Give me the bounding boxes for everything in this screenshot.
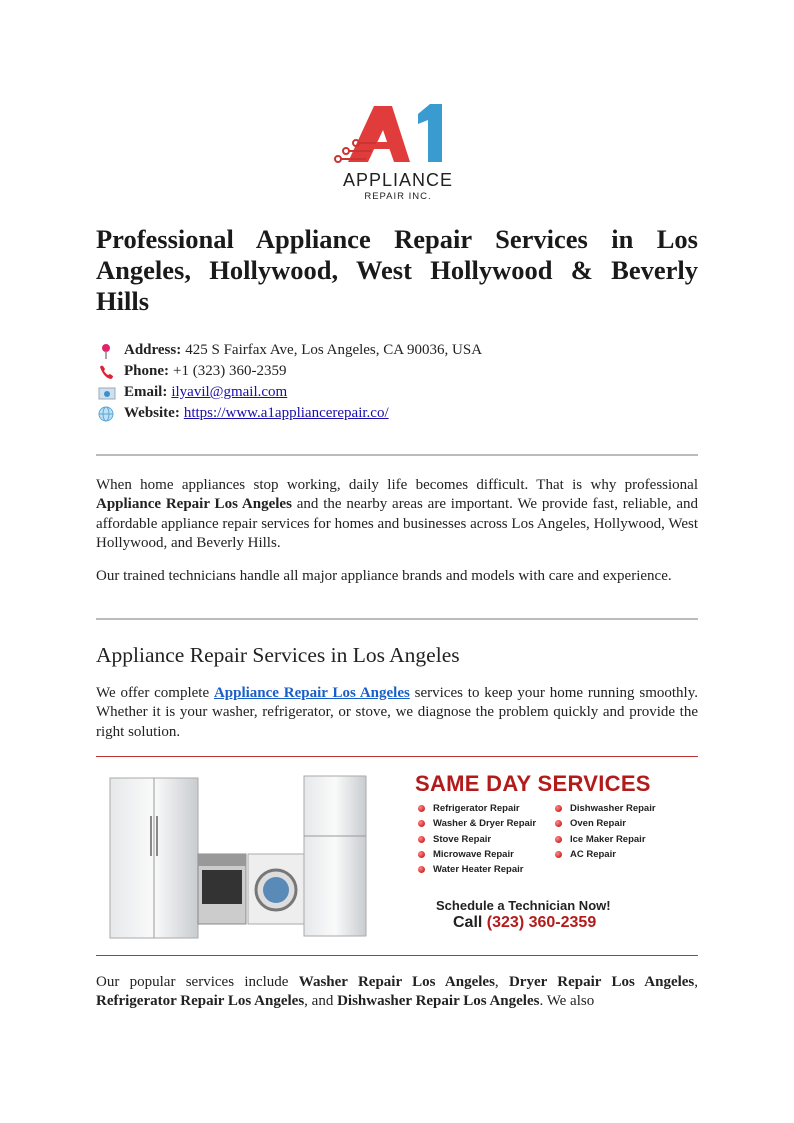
contact-phone: Phone: +1 (323) 360-2359 — [96, 361, 698, 382]
intro-paragraph-1: When home appliances stop working, daily life becomes difficult. That is why professional Appliance Repair Los Angeles and the nearby areas are important. We provide fast, reliable, and affordable appliance repair services for homes and businesses across Los Angeles, Hollywood, West Hollywood, and Beverly Hills. — [96, 477, 698, 551]
divider — [96, 756, 698, 757]
contact-website: Website: https://www.a1appliancerepair.co/ — [96, 403, 698, 424]
contact-address: Address: 425 S Fairfax Ave, Los Angeles, CA 90036, USA — [96, 340, 698, 361]
section-heading: Appliance Repair Services in Los Angeles — [96, 643, 460, 667]
call-phone: Call (323) 360-2359 — [453, 914, 597, 931]
services-column-1: Refrigerator Repair Washer & Dryer Repair Stove Repair Microwave Repair Water Heater Repair — [418, 801, 536, 877]
intro — [96, 476, 698, 586]
contact-info — [96, 340, 698, 424]
popular-paragraph: Our popular services include Washer Repair Los Angeles, Dryer Repair Los Angeles, Refrigerator Repair Los Angeles, and Dishwasher Repair Los Angeles. We also — [96, 974, 699, 1010]
divider — [96, 955, 698, 956]
section-body — [96, 684, 698, 742]
svg-text:APPLIANCE: APPLIANCE — [342, 170, 454, 190]
contact-email: Email: ilyavil@gmail.com — [96, 382, 698, 403]
company-logo — [326, 100, 471, 202]
appliances-image — [106, 766, 406, 948]
appliance-repair-link[interactable]: Appliance Repair Los Angeles — [213, 685, 410, 701]
divider — [96, 618, 698, 620]
email-icon — [98, 385, 118, 401]
svg-text:REPAIR INC.: REPAIR INC. — [364, 191, 432, 202]
globe-icon — [98, 406, 118, 422]
phone-icon — [98, 364, 118, 380]
email-link[interactable]: ilyavil@gmail.com — [171, 384, 288, 400]
website-link[interactable]: https://www.a1appliancerepair.co/ — [183, 405, 389, 421]
same-day-services-banner: SAME DAY SERVICES Refrigerator Repair Washer & Dryer Repair Stove Repair Microwave Repair Water Heater Repair Dishwasher Repair Oven Repair Ice Maker Repair AC Repair Schedule a Technician Now! Call (323) 360-2359 — [106, 766, 696, 948]
section-paragraph: We offer complete Appliance Repair Los Angeles services to keep your home running smoothly. Whether it is your washer, refrigerator, or stove, we diagnose the problem quickly and provide the right solution. — [96, 685, 698, 740]
page-title: Professional Appliance Repair Services in Los Angeles, Hollywood, West Hollywood & Beverly Hills — [96, 224, 698, 316]
pin-icon — [98, 343, 118, 359]
services-column-2: Dishwasher Repair Oven Repair Ice Maker Repair AC Repair — [555, 801, 656, 862]
intro-paragraph-2: Our trained technicians handle all major appliance brands and models with care and experience. — [96, 568, 672, 585]
divider — [96, 454, 698, 456]
popular-services — [96, 973, 698, 1012]
